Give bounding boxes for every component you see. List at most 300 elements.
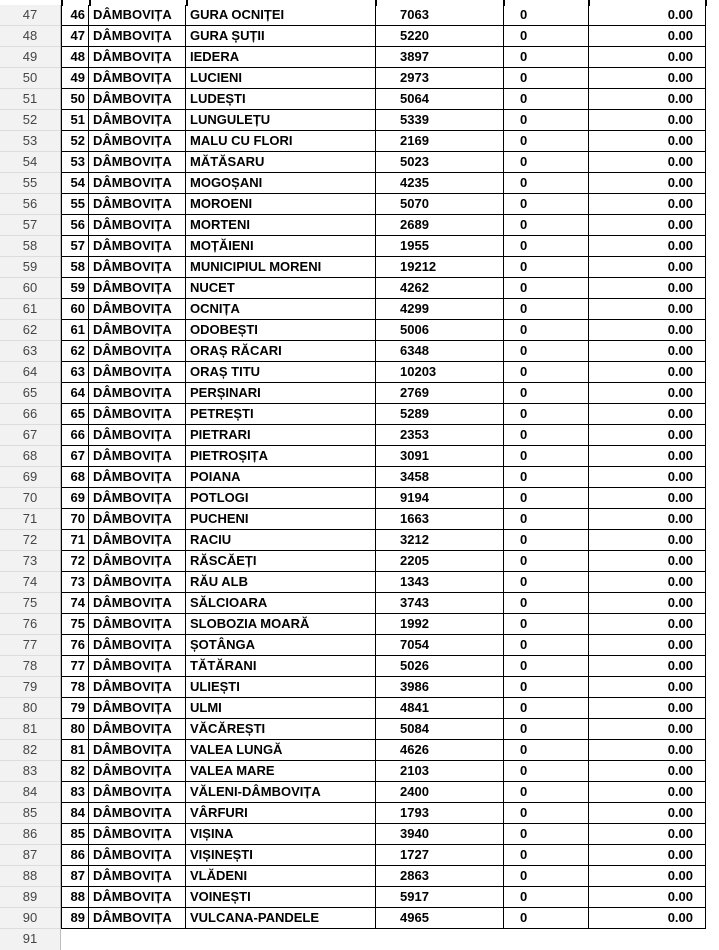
- row-header[interactable]: 68: [0, 446, 61, 467]
- population-cell[interactable]: 1955: [376, 236, 504, 257]
- row-index-cell[interactable]: 70: [61, 509, 89, 530]
- county-cell[interactable]: DÂMBOVIȚA: [89, 761, 186, 782]
- locality-cell[interactable]: VIȘINEȘTI: [186, 845, 376, 866]
- row-header[interactable]: 51: [0, 89, 61, 110]
- value-cell[interactable]: 0: [504, 404, 589, 425]
- county-cell[interactable]: DÂMBOVIȚA: [89, 740, 186, 761]
- row-index-cell[interactable]: 79: [61, 698, 89, 719]
- population-cell[interactable]: 6348: [376, 341, 504, 362]
- amount-cell[interactable]: 0.00: [589, 320, 706, 341]
- county-cell[interactable]: DÂMBOVIȚA: [89, 404, 186, 425]
- locality-cell[interactable]: VLĂDENI: [186, 866, 376, 887]
- locality-cell[interactable]: PIETROȘIȚA: [186, 446, 376, 467]
- population-cell[interactable]: 3091: [376, 446, 504, 467]
- county-cell[interactable]: DÂMBOVIȚA: [89, 824, 186, 845]
- row-index-cell[interactable]: 62: [61, 341, 89, 362]
- county-cell[interactable]: DÂMBOVIȚA: [89, 614, 186, 635]
- value-cell[interactable]: 0: [504, 320, 589, 341]
- locality-cell[interactable]: MĂTĂSARU: [186, 152, 376, 173]
- county-cell[interactable]: DÂMBOVIȚA: [89, 47, 186, 68]
- amount-cell[interactable]: 0.00: [589, 887, 706, 908]
- value-cell[interactable]: 0: [504, 887, 589, 908]
- locality-cell[interactable]: SĂLCIOARA: [186, 593, 376, 614]
- county-cell[interactable]: DÂMBOVIȚA: [89, 698, 186, 719]
- amount-cell[interactable]: 0.00: [589, 47, 706, 68]
- locality-cell[interactable]: LUNGULEȚU: [186, 110, 376, 131]
- row-header[interactable]: 78: [0, 656, 61, 677]
- value-cell[interactable]: 0: [504, 26, 589, 47]
- amount-cell[interactable]: 0.00: [589, 26, 706, 47]
- row-header[interactable]: 91: [0, 929, 61, 950]
- value-cell[interactable]: 0: [504, 803, 589, 824]
- row-index-cell[interactable]: 74: [61, 593, 89, 614]
- population-cell[interactable]: 7063: [376, 5, 504, 26]
- row-index-cell[interactable]: 61: [61, 320, 89, 341]
- amount-cell[interactable]: 0.00: [589, 110, 706, 131]
- value-cell[interactable]: 0: [504, 719, 589, 740]
- row-header[interactable]: 50: [0, 68, 61, 89]
- value-cell[interactable]: 0: [504, 551, 589, 572]
- population-cell[interactable]: 4299: [376, 299, 504, 320]
- row-index-cell[interactable]: 76: [61, 635, 89, 656]
- row-index-cell[interactable]: 83: [61, 782, 89, 803]
- population-cell[interactable]: 5220: [376, 26, 504, 47]
- population-cell[interactable]: 2353: [376, 425, 504, 446]
- row-header[interactable]: 82: [0, 740, 61, 761]
- value-cell[interactable]: 0: [504, 278, 589, 299]
- row-index-cell[interactable]: 52: [61, 131, 89, 152]
- row-header[interactable]: 73: [0, 551, 61, 572]
- row-index-cell[interactable]: 82: [61, 761, 89, 782]
- population-cell[interactable]: 2973: [376, 68, 504, 89]
- county-cell[interactable]: DÂMBOVIȚA: [89, 446, 186, 467]
- amount-cell[interactable]: 0.00: [589, 215, 706, 236]
- row-index-cell[interactable]: 68: [61, 467, 89, 488]
- row-header[interactable]: 77: [0, 635, 61, 656]
- amount-cell[interactable]: 0.00: [589, 194, 706, 215]
- row-header[interactable]: 89: [0, 887, 61, 908]
- population-cell[interactable]: 2103: [376, 761, 504, 782]
- row-header[interactable]: 52: [0, 110, 61, 131]
- row-index-cell[interactable]: 47: [61, 26, 89, 47]
- row-header[interactable]: 60: [0, 278, 61, 299]
- locality-cell[interactable]: MUNICIPIUL MORENI: [186, 257, 376, 278]
- row-header[interactable]: 76: [0, 614, 61, 635]
- row-index-cell[interactable]: 67: [61, 446, 89, 467]
- county-cell[interactable]: DÂMBOVIȚA: [89, 362, 186, 383]
- locality-cell[interactable]: POTLOGI: [186, 488, 376, 509]
- row-index-cell[interactable]: 80: [61, 719, 89, 740]
- population-cell[interactable]: 3940: [376, 824, 504, 845]
- amount-cell[interactable]: 0.00: [589, 824, 706, 845]
- amount-cell[interactable]: 0.00: [589, 530, 706, 551]
- population-cell[interactable]: 5339: [376, 110, 504, 131]
- value-cell[interactable]: 0: [504, 131, 589, 152]
- locality-cell[interactable]: ORAȘ RĂCARI: [186, 341, 376, 362]
- county-cell[interactable]: DÂMBOVIȚA: [89, 467, 186, 488]
- value-cell[interactable]: 0: [504, 299, 589, 320]
- county-cell[interactable]: DÂMBOVIȚA: [89, 551, 186, 572]
- locality-cell[interactable]: PIETRARI: [186, 425, 376, 446]
- row-header[interactable]: 87: [0, 845, 61, 866]
- value-cell[interactable]: 0: [504, 635, 589, 656]
- amount-cell[interactable]: 0.00: [589, 152, 706, 173]
- value-cell[interactable]: 0: [504, 341, 589, 362]
- locality-cell[interactable]: POIANA: [186, 467, 376, 488]
- row-index-cell[interactable]: 60: [61, 299, 89, 320]
- locality-cell[interactable]: VOINEȘTI: [186, 887, 376, 908]
- amount-cell[interactable]: 0.00: [589, 635, 706, 656]
- county-cell[interactable]: DÂMBOVIȚA: [89, 866, 186, 887]
- row-index-cell[interactable]: 77: [61, 656, 89, 677]
- county-cell[interactable]: DÂMBOVIȚA: [89, 677, 186, 698]
- amount-cell[interactable]: 0.00: [589, 446, 706, 467]
- locality-cell[interactable]: LUCIENI: [186, 68, 376, 89]
- amount-cell[interactable]: 0.00: [589, 362, 706, 383]
- row-index-cell[interactable]: 56: [61, 215, 89, 236]
- locality-cell[interactable]: ȘOTÂNGA: [186, 635, 376, 656]
- locality-cell[interactable]: MALU CU FLORI: [186, 131, 376, 152]
- county-cell[interactable]: DÂMBOVIȚA: [89, 320, 186, 341]
- amount-cell[interactable]: 0.00: [589, 278, 706, 299]
- row-header[interactable]: 86: [0, 824, 61, 845]
- population-cell[interactable]: 3897: [376, 47, 504, 68]
- value-cell[interactable]: 0: [504, 173, 589, 194]
- row-header[interactable]: 63: [0, 341, 61, 362]
- value-cell[interactable]: 0: [504, 152, 589, 173]
- value-cell[interactable]: 0: [504, 677, 589, 698]
- empty-cells[interactable]: [61, 929, 719, 950]
- amount-cell[interactable]: 0.00: [589, 803, 706, 824]
- amount-cell[interactable]: 0.00: [589, 866, 706, 887]
- amount-cell[interactable]: 0.00: [589, 551, 706, 572]
- value-cell[interactable]: 0: [504, 845, 589, 866]
- amount-cell[interactable]: 0.00: [589, 131, 706, 152]
- value-cell[interactable]: 0: [504, 740, 589, 761]
- row-index-cell[interactable]: 64: [61, 383, 89, 404]
- row-index-cell[interactable]: 51: [61, 110, 89, 131]
- row-index-cell[interactable]: 69: [61, 488, 89, 509]
- locality-cell[interactable]: OCNIȚA: [186, 299, 376, 320]
- amount-cell[interactable]: 0.00: [589, 89, 706, 110]
- locality-cell[interactable]: VALEA MARE: [186, 761, 376, 782]
- amount-cell[interactable]: 0.00: [589, 572, 706, 593]
- value-cell[interactable]: 0: [504, 572, 589, 593]
- value-cell[interactable]: 0: [504, 698, 589, 719]
- row-header[interactable]: 53: [0, 131, 61, 152]
- amount-cell[interactable]: 0.00: [589, 677, 706, 698]
- value-cell[interactable]: 0: [504, 68, 589, 89]
- county-cell[interactable]: DÂMBOVIȚA: [89, 341, 186, 362]
- value-cell[interactable]: 0: [504, 467, 589, 488]
- value-cell[interactable]: 0: [504, 509, 589, 530]
- county-cell[interactable]: DÂMBOVIȚA: [89, 782, 186, 803]
- row-index-cell[interactable]: 65: [61, 404, 89, 425]
- row-index-cell[interactable]: 48: [61, 47, 89, 68]
- row-index-cell[interactable]: 55: [61, 194, 89, 215]
- county-cell[interactable]: DÂMBOVIȚA: [89, 425, 186, 446]
- locality-cell[interactable]: LUDEȘTI: [186, 89, 376, 110]
- row-header[interactable]: 58: [0, 236, 61, 257]
- population-cell[interactable]: 10203: [376, 362, 504, 383]
- row-index-cell[interactable]: 86: [61, 845, 89, 866]
- population-cell[interactable]: 5289: [376, 404, 504, 425]
- county-cell[interactable]: DÂMBOVIȚA: [89, 278, 186, 299]
- county-cell[interactable]: DÂMBOVIȚA: [89, 110, 186, 131]
- population-cell[interactable]: 1663: [376, 509, 504, 530]
- population-cell[interactable]: 19212: [376, 257, 504, 278]
- row-header[interactable]: 84: [0, 782, 61, 803]
- locality-cell[interactable]: RĂSCĂEȚI: [186, 551, 376, 572]
- population-cell[interactable]: 2205: [376, 551, 504, 572]
- county-cell[interactable]: DÂMBOVIȚA: [89, 89, 186, 110]
- population-cell[interactable]: 2400: [376, 782, 504, 803]
- locality-cell[interactable]: MOROENI: [186, 194, 376, 215]
- amount-cell[interactable]: 0.00: [589, 845, 706, 866]
- row-index-cell[interactable]: 53: [61, 152, 89, 173]
- value-cell[interactable]: 0: [504, 761, 589, 782]
- value-cell[interactable]: 0: [504, 908, 589, 929]
- locality-cell[interactable]: VULCANA-PANDELE: [186, 908, 376, 929]
- row-header[interactable]: 49: [0, 47, 61, 68]
- row-header[interactable]: 69: [0, 467, 61, 488]
- value-cell[interactable]: 0: [504, 5, 589, 26]
- county-cell[interactable]: DÂMBOVIȚA: [89, 488, 186, 509]
- value-cell[interactable]: 0: [504, 425, 589, 446]
- locality-cell[interactable]: MORTENI: [186, 215, 376, 236]
- amount-cell[interactable]: 0.00: [589, 5, 706, 26]
- value-cell[interactable]: 0: [504, 215, 589, 236]
- value-cell[interactable]: 0: [504, 257, 589, 278]
- county-cell[interactable]: DÂMBOVIȚA: [89, 236, 186, 257]
- population-cell[interactable]: 5023: [376, 152, 504, 173]
- amount-cell[interactable]: 0.00: [589, 761, 706, 782]
- row-header[interactable]: 88: [0, 866, 61, 887]
- population-cell[interactable]: 4626: [376, 740, 504, 761]
- amount-cell[interactable]: 0.00: [589, 68, 706, 89]
- amount-cell[interactable]: 0.00: [589, 593, 706, 614]
- row-index-cell[interactable]: 59: [61, 278, 89, 299]
- county-cell[interactable]: DÂMBOVIȚA: [89, 803, 186, 824]
- row-index-cell[interactable]: 58: [61, 257, 89, 278]
- amount-cell[interactable]: 0.00: [589, 404, 706, 425]
- county-cell[interactable]: DÂMBOVIȚA: [89, 635, 186, 656]
- county-cell[interactable]: DÂMBOVIȚA: [89, 26, 186, 47]
- row-header[interactable]: 59: [0, 257, 61, 278]
- row-index-cell[interactable]: 66: [61, 425, 89, 446]
- row-index-cell[interactable]: 63: [61, 362, 89, 383]
- amount-cell[interactable]: 0.00: [589, 341, 706, 362]
- row-header[interactable]: 72: [0, 530, 61, 551]
- county-cell[interactable]: DÂMBOVIȚA: [89, 5, 186, 26]
- row-index-cell[interactable]: 50: [61, 89, 89, 110]
- county-cell[interactable]: DÂMBOVIȚA: [89, 131, 186, 152]
- population-cell[interactable]: 2169: [376, 131, 504, 152]
- population-cell[interactable]: 4235: [376, 173, 504, 194]
- value-cell[interactable]: 0: [504, 824, 589, 845]
- county-cell[interactable]: DÂMBOVIȚA: [89, 257, 186, 278]
- row-index-cell[interactable]: 87: [61, 866, 89, 887]
- population-cell[interactable]: 1727: [376, 845, 504, 866]
- locality-cell[interactable]: GURA ȘUȚII: [186, 26, 376, 47]
- row-header[interactable]: 56: [0, 194, 61, 215]
- locality-cell[interactable]: SLOBOZIA MOARĂ: [186, 614, 376, 635]
- county-cell[interactable]: DÂMBOVIȚA: [89, 152, 186, 173]
- county-cell[interactable]: DÂMBOVIȚA: [89, 194, 186, 215]
- row-index-cell[interactable]: 72: [61, 551, 89, 572]
- population-cell[interactable]: 4965: [376, 908, 504, 929]
- value-cell[interactable]: 0: [504, 383, 589, 404]
- population-cell[interactable]: 2863: [376, 866, 504, 887]
- row-header[interactable]: 70: [0, 488, 61, 509]
- locality-cell[interactable]: ODOBEȘTI: [186, 320, 376, 341]
- population-cell[interactable]: 3743: [376, 593, 504, 614]
- row-header[interactable]: 80: [0, 698, 61, 719]
- row-header[interactable]: 55: [0, 173, 61, 194]
- value-cell[interactable]: 0: [504, 656, 589, 677]
- population-cell[interactable]: 2689: [376, 215, 504, 236]
- county-cell[interactable]: DÂMBOVIȚA: [89, 908, 186, 929]
- population-cell[interactable]: 5006: [376, 320, 504, 341]
- population-cell[interactable]: 4841: [376, 698, 504, 719]
- amount-cell[interactable]: 0.00: [589, 257, 706, 278]
- row-index-cell[interactable]: 88: [61, 887, 89, 908]
- amount-cell[interactable]: 0.00: [589, 656, 706, 677]
- locality-cell[interactable]: PERȘINARI: [186, 383, 376, 404]
- amount-cell[interactable]: 0.00: [589, 509, 706, 530]
- value-cell[interactable]: 0: [504, 614, 589, 635]
- row-header[interactable]: 67: [0, 425, 61, 446]
- locality-cell[interactable]: VĂLENI-DÂMBOVIȚA: [186, 782, 376, 803]
- population-cell[interactable]: 9194: [376, 488, 504, 509]
- amount-cell[interactable]: 0.00: [589, 467, 706, 488]
- locality-cell[interactable]: VÂRFURI: [186, 803, 376, 824]
- row-header[interactable]: 61: [0, 299, 61, 320]
- value-cell[interactable]: 0: [504, 782, 589, 803]
- locality-cell[interactable]: RACIU: [186, 530, 376, 551]
- county-cell[interactable]: DÂMBOVIȚA: [89, 845, 186, 866]
- county-cell[interactable]: DÂMBOVIȚA: [89, 572, 186, 593]
- population-cell[interactable]: 3458: [376, 467, 504, 488]
- amount-cell[interactable]: 0.00: [589, 425, 706, 446]
- amount-cell[interactable]: 0.00: [589, 740, 706, 761]
- amount-cell[interactable]: 0.00: [589, 488, 706, 509]
- locality-cell[interactable]: MOȚĂIENI: [186, 236, 376, 257]
- locality-cell[interactable]: MOGOȘANI: [186, 173, 376, 194]
- county-cell[interactable]: DÂMBOVIȚA: [89, 593, 186, 614]
- row-header[interactable]: 65: [0, 383, 61, 404]
- row-header[interactable]: 57: [0, 215, 61, 236]
- population-cell[interactable]: 1992: [376, 614, 504, 635]
- value-cell[interactable]: 0: [504, 530, 589, 551]
- amount-cell[interactable]: 0.00: [589, 236, 706, 257]
- locality-cell[interactable]: IEDERA: [186, 47, 376, 68]
- county-cell[interactable]: DÂMBOVIȚA: [89, 299, 186, 320]
- locality-cell[interactable]: VĂCĂREȘTI: [186, 719, 376, 740]
- row-header[interactable]: 64: [0, 362, 61, 383]
- county-cell[interactable]: DÂMBOVIȚA: [89, 887, 186, 908]
- locality-cell[interactable]: VALEA LUNGĂ: [186, 740, 376, 761]
- locality-cell[interactable]: VIȘINA: [186, 824, 376, 845]
- row-header[interactable]: 81: [0, 719, 61, 740]
- value-cell[interactable]: 0: [504, 866, 589, 887]
- locality-cell[interactable]: PUCHENI: [186, 509, 376, 530]
- row-header[interactable]: 54: [0, 152, 61, 173]
- value-cell[interactable]: 0: [504, 47, 589, 68]
- row-header[interactable]: 74: [0, 572, 61, 593]
- amount-cell[interactable]: 0.00: [589, 299, 706, 320]
- county-cell[interactable]: DÂMBOVIȚA: [89, 656, 186, 677]
- row-header[interactable]: 48: [0, 26, 61, 47]
- amount-cell[interactable]: 0.00: [589, 698, 706, 719]
- value-cell[interactable]: 0: [504, 488, 589, 509]
- amount-cell[interactable]: 0.00: [589, 782, 706, 803]
- locality-cell[interactable]: ORAȘ TITU: [186, 362, 376, 383]
- locality-cell[interactable]: GURA OCNIȚEI: [186, 5, 376, 26]
- row-index-cell[interactable]: 71: [61, 530, 89, 551]
- population-cell[interactable]: 3212: [376, 530, 504, 551]
- row-header[interactable]: 85: [0, 803, 61, 824]
- value-cell[interactable]: 0: [504, 110, 589, 131]
- row-index-cell[interactable]: 46: [61, 5, 89, 26]
- population-cell[interactable]: 5070: [376, 194, 504, 215]
- county-cell[interactable]: DÂMBOVIȚA: [89, 509, 186, 530]
- row-index-cell[interactable]: 85: [61, 824, 89, 845]
- county-cell[interactable]: DÂMBOVIȚA: [89, 215, 186, 236]
- amount-cell[interactable]: 0.00: [589, 383, 706, 404]
- row-index-cell[interactable]: 89: [61, 908, 89, 929]
- amount-cell[interactable]: 0.00: [589, 614, 706, 635]
- amount-cell[interactable]: 0.00: [589, 908, 706, 929]
- row-index-cell[interactable]: 73: [61, 572, 89, 593]
- population-cell[interactable]: 1793: [376, 803, 504, 824]
- row-index-cell[interactable]: 57: [61, 236, 89, 257]
- row-index-cell[interactable]: 78: [61, 677, 89, 698]
- county-cell[interactable]: DÂMBOVIȚA: [89, 383, 186, 404]
- row-header[interactable]: 75: [0, 593, 61, 614]
- row-index-cell[interactable]: 49: [61, 68, 89, 89]
- population-cell[interactable]: 3986: [376, 677, 504, 698]
- locality-cell[interactable]: ULMI: [186, 698, 376, 719]
- row-header[interactable]: 62: [0, 320, 61, 341]
- population-cell[interactable]: 1343: [376, 572, 504, 593]
- locality-cell[interactable]: NUCET: [186, 278, 376, 299]
- row-index-cell[interactable]: 81: [61, 740, 89, 761]
- row-header[interactable]: 66: [0, 404, 61, 425]
- value-cell[interactable]: 0: [504, 194, 589, 215]
- locality-cell[interactable]: RĂU ALB: [186, 572, 376, 593]
- value-cell[interactable]: 0: [504, 236, 589, 257]
- amount-cell[interactable]: 0.00: [589, 173, 706, 194]
- row-header[interactable]: 90: [0, 908, 61, 929]
- locality-cell[interactable]: ULIEȘTI: [186, 677, 376, 698]
- locality-cell[interactable]: PETREȘTI: [186, 404, 376, 425]
- row-header[interactable]: 79: [0, 677, 61, 698]
- population-cell[interactable]: 4262: [376, 278, 504, 299]
- locality-cell[interactable]: TĂTĂRANI: [186, 656, 376, 677]
- value-cell[interactable]: 0: [504, 593, 589, 614]
- row-index-cell[interactable]: 84: [61, 803, 89, 824]
- row-header[interactable]: 71: [0, 509, 61, 530]
- row-index-cell[interactable]: 75: [61, 614, 89, 635]
- value-cell[interactable]: 0: [504, 446, 589, 467]
- population-cell[interactable]: 5064: [376, 89, 504, 110]
- population-cell[interactable]: 5026: [376, 656, 504, 677]
- population-cell[interactable]: 2769: [376, 383, 504, 404]
- county-cell[interactable]: DÂMBOVIȚA: [89, 68, 186, 89]
- row-index-cell[interactable]: 54: [61, 173, 89, 194]
- population-cell[interactable]: 5084: [376, 719, 504, 740]
